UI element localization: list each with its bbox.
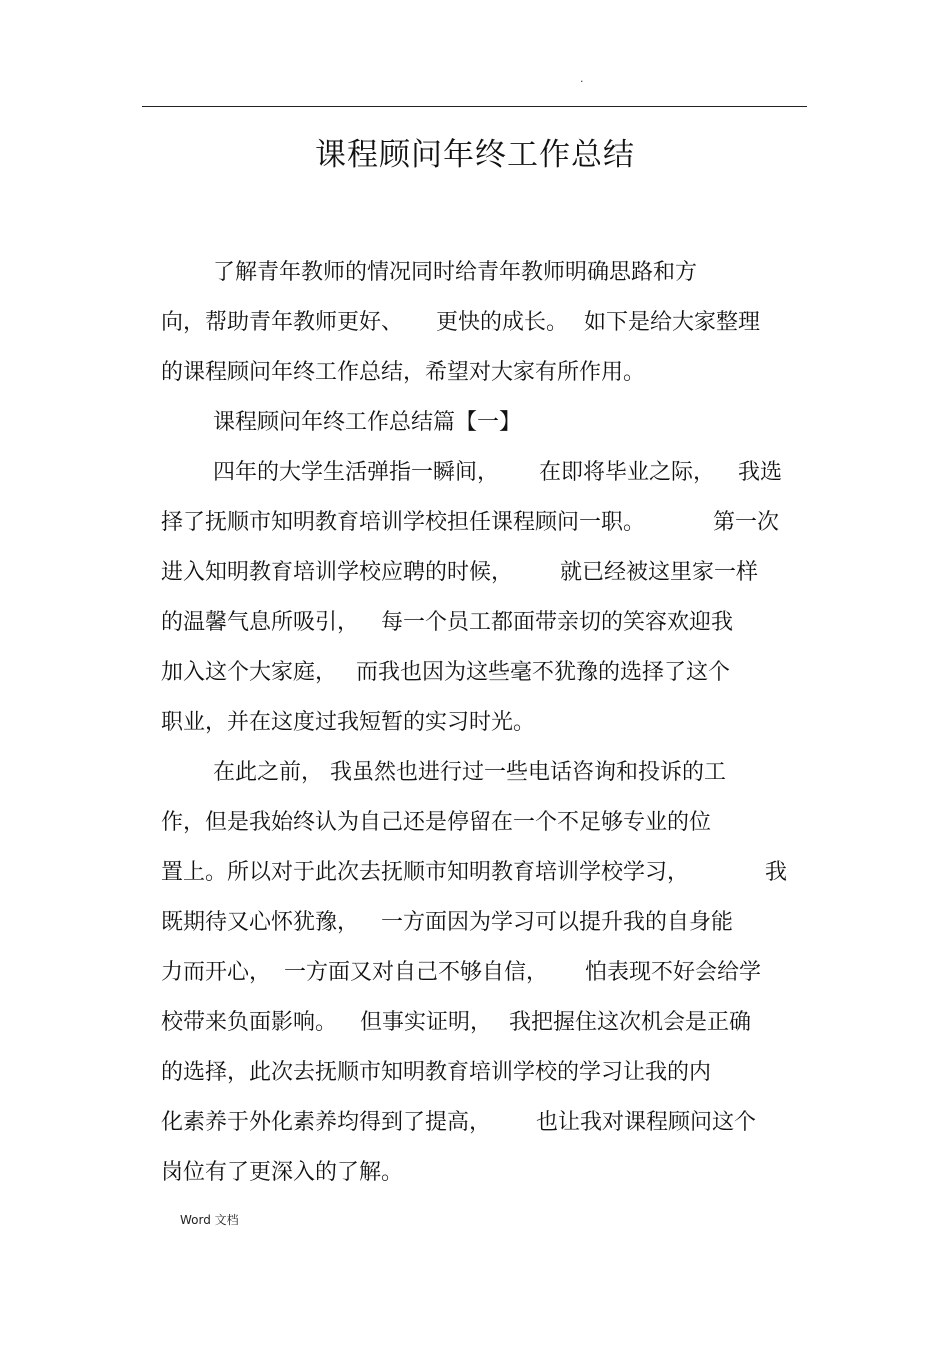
text-fragment: 如下是给大家整理 bbox=[584, 310, 761, 335]
text-fragment: 我选 bbox=[738, 460, 783, 485]
text-line bbox=[0, 248, 698, 298]
text-fragment: 每一个员工都面带亲切的笑容欢迎我 bbox=[381, 610, 734, 635]
text-fragment: 更快的成长。 bbox=[436, 310, 569, 335]
text-line bbox=[0, 1148, 404, 1198]
text-line bbox=[0, 498, 780, 548]
text-fragment: 既期待又心怀犹豫， bbox=[161, 910, 360, 935]
text-fragment: 我把握住这次机会是正确 bbox=[509, 1010, 752, 1035]
section-heading bbox=[0, 398, 522, 448]
text-fragment: 的温馨气息所吸引， bbox=[161, 610, 360, 635]
text-line bbox=[0, 698, 536, 748]
document-title: 课程顾问年终工作总结 bbox=[315, 137, 635, 173]
text-fragment: 在即将毕业之际， bbox=[539, 460, 716, 485]
text-line bbox=[0, 898, 734, 948]
text-line bbox=[0, 798, 712, 848]
text-line bbox=[0, 998, 752, 1048]
text-fragment: 怕表现不好会给学 bbox=[585, 960, 762, 985]
text-fragment: 向，帮助青年教师更好、 bbox=[161, 310, 404, 335]
text-line bbox=[0, 948, 762, 998]
text-fragment: 了解青年教师的情况同时给青年教师明确思路和方 bbox=[213, 260, 698, 285]
text-fragment: 作，但是我始终认为自己还是停留在一个不足够专业的位 bbox=[161, 810, 712, 835]
text-fragment: 加入这个大家庭， bbox=[161, 660, 338, 685]
text-fragment: 在此之前， bbox=[213, 760, 324, 785]
text-fragment: 置上。所以对于此次去抚顺市知明教育培训学校学习， bbox=[161, 860, 690, 885]
text-line bbox=[0, 848, 788, 898]
footer-label: Word 文档 bbox=[180, 1213, 239, 1227]
text-fragment: 的选择，此次去抚顺市知明教育培训学校的学习让我的内 bbox=[161, 1060, 712, 1085]
text-fragment: 化素养于外化素养均得到了提高， bbox=[161, 1110, 492, 1135]
text-fragment: 课程顾问年终工作总结篇【一】 bbox=[213, 410, 522, 435]
text-fragment: 第一次 bbox=[713, 510, 780, 535]
text-fragment: 我 bbox=[765, 860, 788, 885]
text-line bbox=[0, 1048, 712, 1098]
text-fragment: 一方面又对自己不够自信， bbox=[284, 960, 549, 985]
text-fragment: 但事实证明， bbox=[360, 1010, 493, 1035]
text-line bbox=[0, 548, 759, 598]
text-fragment: 校带来负面影响。 bbox=[161, 1010, 338, 1035]
text-fragment: 也让我对课程顾问这个 bbox=[536, 1110, 757, 1135]
text-line bbox=[0, 748, 727, 798]
text-fragment: 职业，并在这度过我短暂的实习时光。 bbox=[161, 710, 536, 735]
text-fragment: 的课程顾问年终工作总结，希望对大家有所作用。 bbox=[161, 360, 646, 385]
text-line bbox=[0, 298, 761, 348]
text-line bbox=[0, 1098, 757, 1148]
header-rule bbox=[142, 106, 807, 107]
text-fragment: 岗位有了更深入的了解。 bbox=[161, 1160, 404, 1185]
text-line bbox=[0, 648, 731, 698]
text-line bbox=[0, 348, 646, 398]
text-fragment: 力而开心， bbox=[161, 960, 272, 985]
text-fragment: 一方面因为学习可以提升我的自身能 bbox=[381, 910, 734, 935]
text-fragment: 我虽然也进行过一些电话咨询和投诉的工 bbox=[330, 760, 727, 785]
text-line bbox=[0, 598, 734, 648]
text-fragment: 择了抚顺市知明教育培训学校担任课程顾问一职。 bbox=[161, 510, 646, 535]
text-fragment: 四年的大学生活弹指一瞬间， bbox=[213, 460, 500, 485]
text-fragment: 而我也因为这些毫不犹豫的选择了这个 bbox=[356, 660, 731, 685]
text-fragment: 进入知明教育培训学校应聘的时候， bbox=[161, 560, 514, 585]
text-fragment: 就已经被这里家一样 bbox=[560, 560, 759, 585]
text-line bbox=[0, 448, 783, 498]
header-mark: . bbox=[580, 72, 584, 85]
